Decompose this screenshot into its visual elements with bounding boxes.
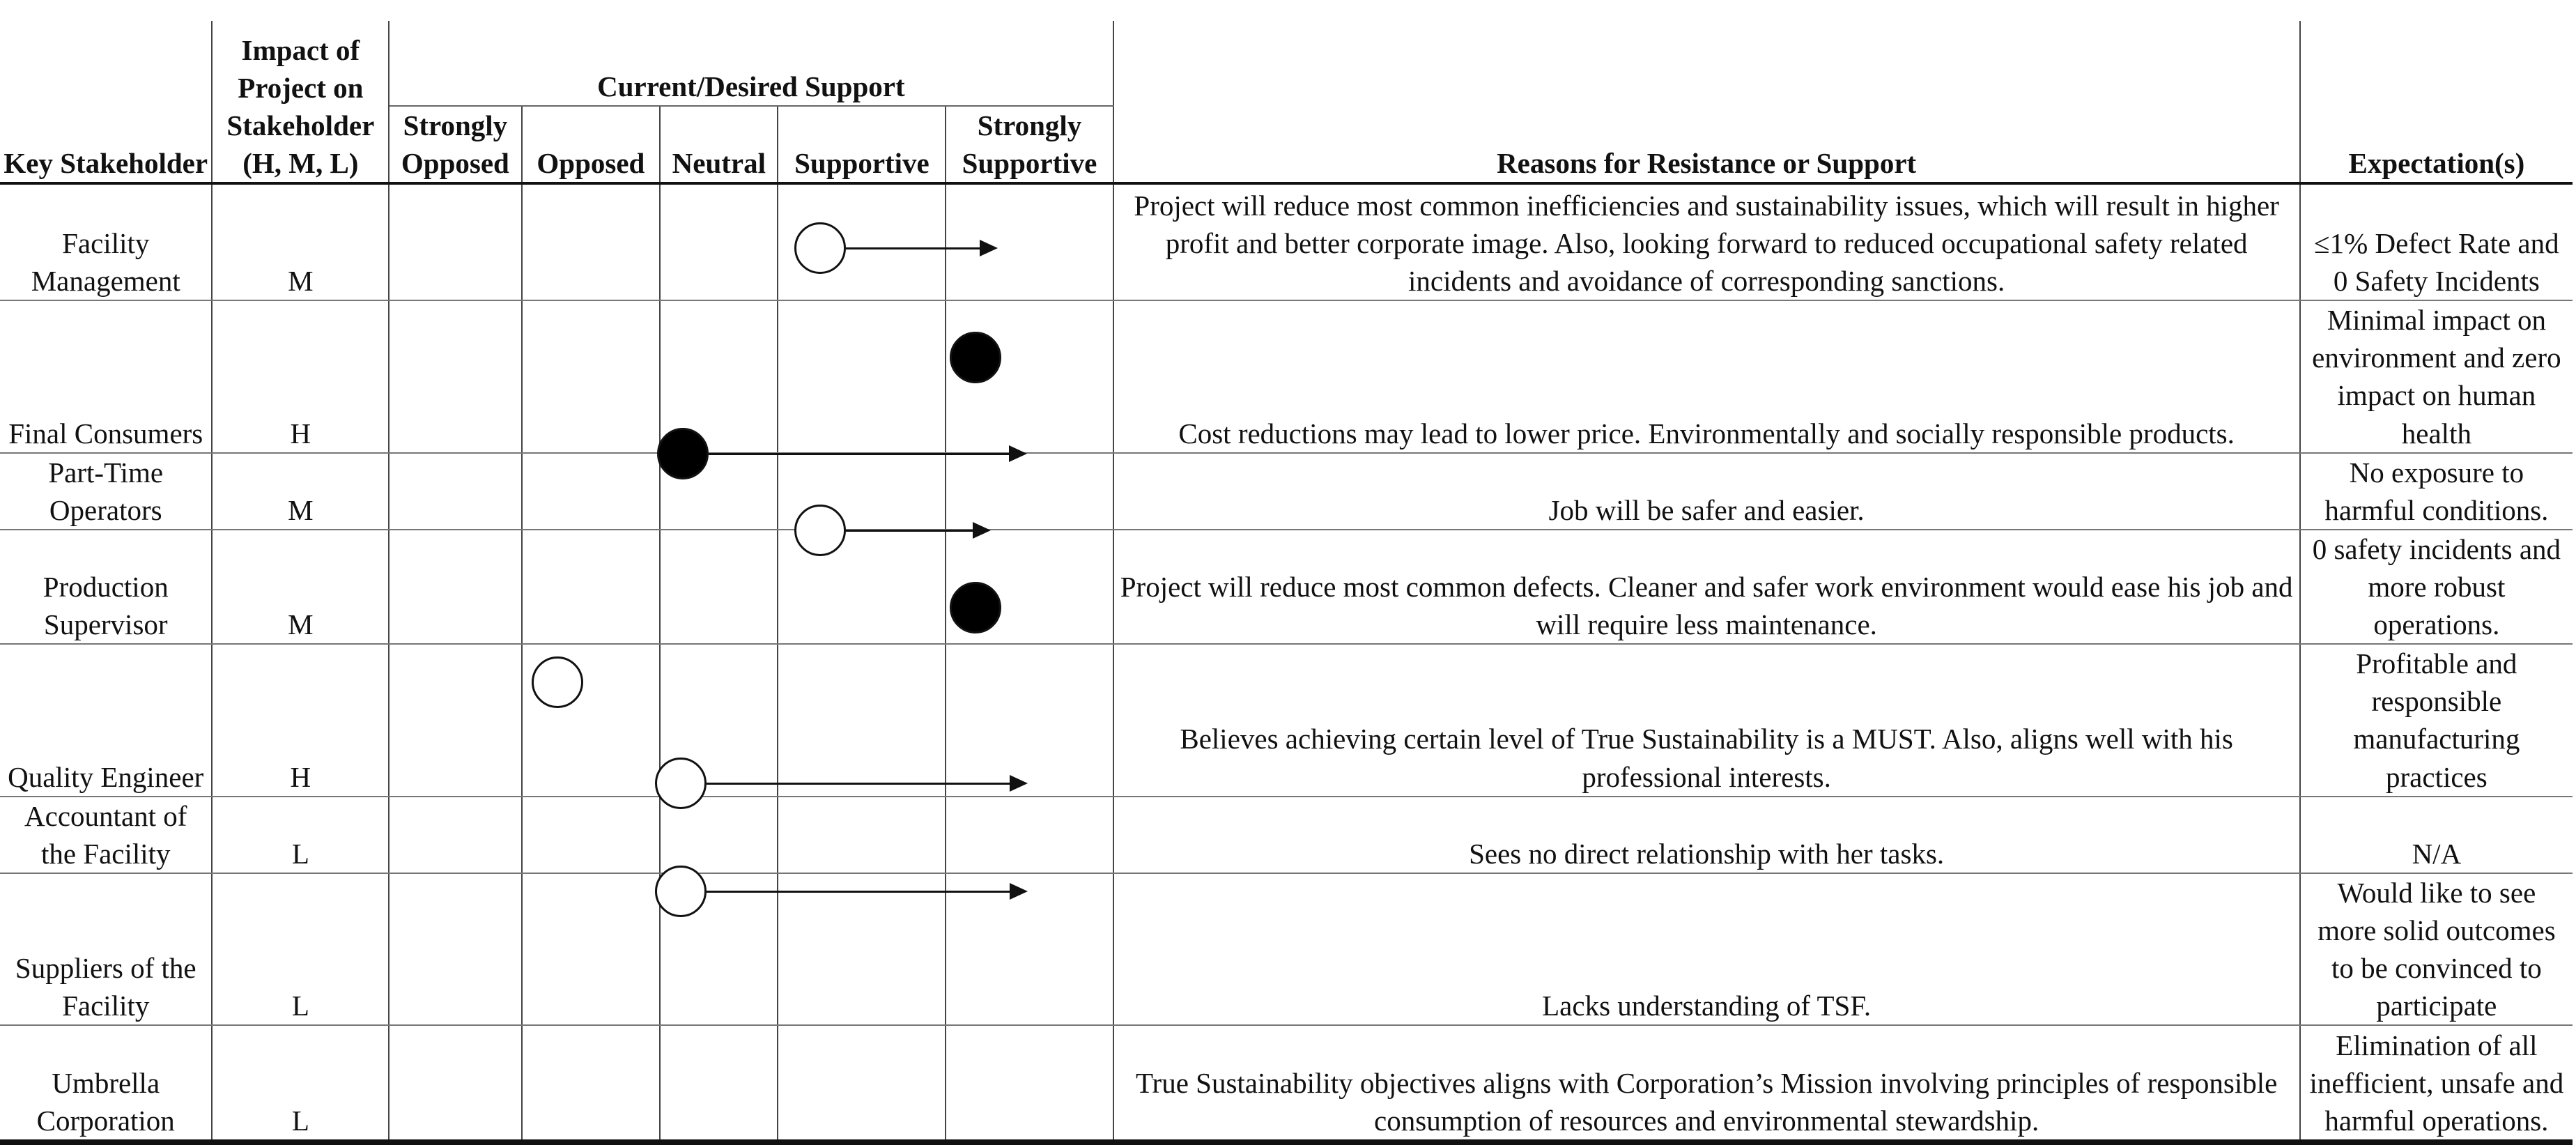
expectation-text: No exposure to harmful conditions. (2300, 453, 2573, 530)
header-opposed: Opposed (522, 106, 661, 183)
reason-text: Sees no direct relationship with her tasks. (1113, 797, 2300, 873)
impact-level: L (212, 1025, 389, 1142)
impact-level: L (212, 873, 389, 1025)
header-impact: Impact of Project on Stakeholder (H, M, L) (212, 21, 389, 183)
table-row (0, 300, 2573, 452)
table-row (0, 530, 2573, 644)
table-row (0, 183, 2573, 300)
expectation-text: Elimination of all inefficient, unsafe and harmful operations. (2300, 1025, 2573, 1142)
stakeholder-table (0, 21, 2573, 1145)
table-row (0, 873, 2573, 1025)
header-key-stakeholder: Key Stakeholder (0, 21, 212, 183)
impact-level: H (212, 300, 389, 452)
impact-level: H (212, 644, 389, 796)
expectation-text: Would like to see more solid outcomes to be convinced to participate (2300, 873, 2573, 1025)
table-row (0, 644, 2573, 796)
impact-level: M (212, 183, 389, 300)
table-row (0, 453, 2573, 530)
stakeholder-name: Umbrella Corporation (0, 1025, 212, 1142)
reason-text: Project will reduce most common inefficiencies and sustainability issues, which will result in higher profit and better corporate image. Also, looking forward to reduced occupational safety related incidents and avoidance of corresponding sanctions. (1113, 183, 2300, 300)
stakeholder-name: Quality Engineer (0, 644, 212, 796)
header-neutral: Neutral (660, 106, 778, 183)
expectation-text: ≤1% Defect Rate and 0 Safety Incidents (2300, 183, 2573, 300)
expectation-text: 0 safety incidents and more robust operations. (2300, 530, 2573, 644)
stakeholder-name: Facility Management (0, 183, 212, 300)
expectation-text: N/A (2300, 797, 2573, 873)
reason-text: Believes achieving certain level of True Sustainability is a MUST. Also, aligns well with his professional interests. (1113, 644, 2300, 796)
impact-level: L (212, 797, 389, 873)
impact-level: M (212, 453, 389, 530)
impact-level: M (212, 530, 389, 644)
header-strongly-supportive: Strongly Supportive (946, 106, 1113, 183)
stakeholder-name: Final Consumers (0, 300, 212, 452)
stakeholder-name: Part-Time Operators (0, 453, 212, 530)
expectation-text: Profitable and responsible manufacturing practices (2300, 644, 2573, 796)
header-reasons: Reasons for Resistance or Support (1113, 21, 2300, 183)
reason-text: Project will reduce most common defects. Cleaner and safer work environment would ease his job and will require less maintenance. (1113, 530, 2300, 644)
reason-text: Job will be safer and easier. (1113, 453, 2300, 530)
reason-text: Cost reductions may lead to lower price. Environmentally and socially responsible products. (1113, 300, 2300, 452)
expectation-text: Minimal impact on environment and zero impact on human health (2300, 300, 2573, 452)
stakeholder-name: Accountant of the Facility (0, 797, 212, 873)
header-support-group: Current/Desired Support (389, 21, 1113, 106)
header-strongly-opposed: Strongly Opposed (389, 106, 521, 183)
stakeholder-name: Production Supervisor (0, 530, 212, 644)
header-expectations: Expectation(s) (2300, 21, 2573, 183)
header-supportive: Supportive (778, 106, 946, 183)
stakeholder-name: Suppliers of the Facility (0, 873, 212, 1025)
table-row (0, 797, 2573, 873)
reason-text: True Sustainability objectives aligns with Corporation’s Mission involving principles of responsible consumption of resources and environmental stewardship. (1113, 1025, 2300, 1142)
reason-text: Lacks understanding of TSF. (1113, 873, 2300, 1025)
table-row (0, 1025, 2573, 1142)
